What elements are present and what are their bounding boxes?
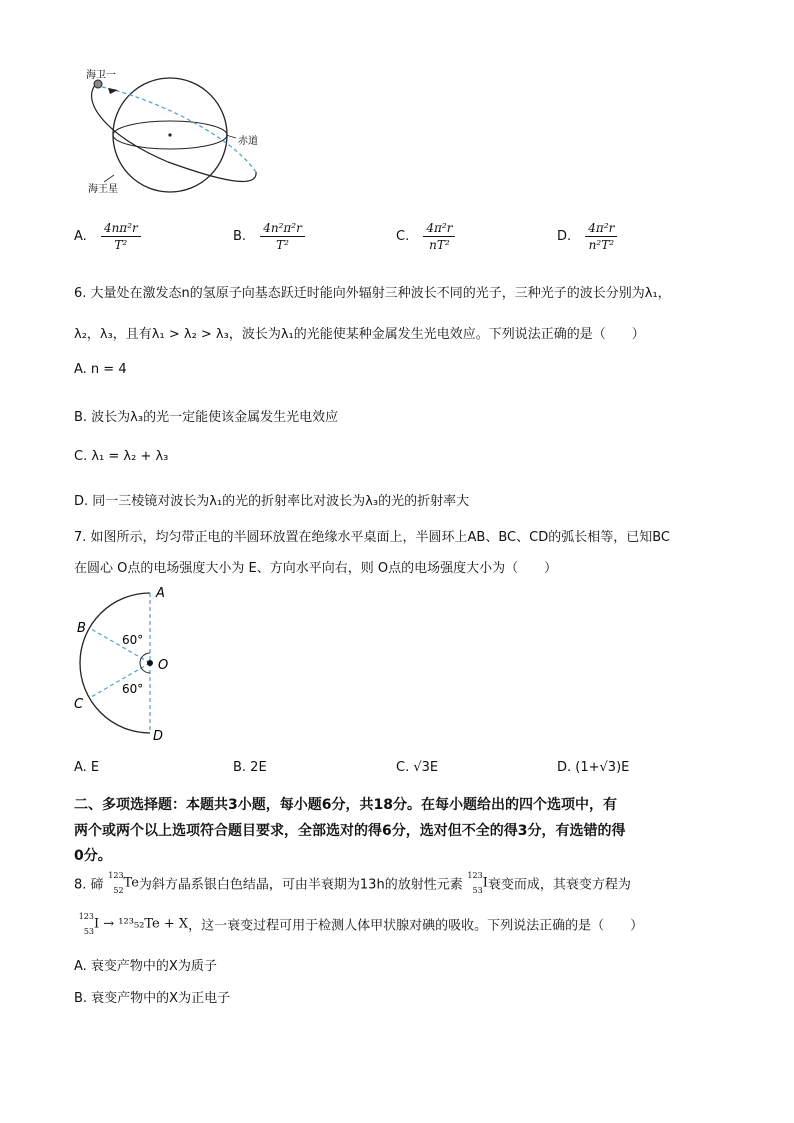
triton-satellite: [94, 80, 102, 88]
q7-option-c[interactable]: C. √3E: [396, 760, 439, 775]
q6-stem-line1: 6. 大量处在激发态n的氢原子向基态跃迁时能向外辐射三种波长不同的光子，三种光子的波长分别为λ₁，: [74, 286, 671, 301]
q8-stem-line2: 123 53 I → ¹²³₅₂Te + X，这一衰变过程可用于检测人体甲状腺对碘的吸收。下列说法正确的是（ ）: [74, 912, 643, 936]
i-nuclide-eq: 123 53: [78, 912, 94, 936]
planet-label: 海王星: [88, 184, 118, 195]
label-o: O: [158, 658, 169, 673]
q5-option-d[interactable]: D. $\frac{\text{4π²r}}{\text{n²T²}}$: [557, 221, 617, 252]
fraction: $\frac{\text{4π²r}}{\text{n²T²}}$: [585, 221, 617, 252]
i-nuclide: 123 53: [467, 871, 483, 895]
fraction: $\frac{\text{4π²r}}{\text{nT²}}$: [423, 221, 455, 252]
q7-stem-line2: 在圆心 O点的电场强度大小为 E、方向水平向右，则 O点的电场强度大小为（ ）: [74, 561, 558, 576]
angle-label-top: 60°: [122, 633, 144, 647]
q6-option-b[interactable]: B. 波长为λ₃的光一定能使该金属发生光电效应: [74, 410, 339, 425]
q6-option-a[interactable]: A. n = 4: [74, 362, 127, 377]
q7-option-d[interactable]: D. (1+√3)E: [557, 760, 630, 775]
decay-equation: → ¹²³₅₂Te + X: [103, 916, 189, 932]
semicircle-figure: [70, 584, 185, 744]
label-b: B: [77, 621, 86, 636]
orbit-front: [92, 84, 257, 181]
neptune-orbit-figure: [78, 62, 278, 198]
q8-stem-line1: 8. 碲 123 52 Te为斜方晶系银白色结晶，可由半衰期为13h的放射性元素 123 53 I衰变而成，其衰变方程为: [74, 871, 631, 895]
q8-option-a[interactable]: A. 衰变产物中的X为质子: [74, 959, 217, 974]
label-d: D: [153, 729, 164, 744]
section2-line2: 两个或两个以上选项符合题目要求，全部选对的得6分，选对但不全的得3分，有选错的得: [74, 823, 626, 839]
q6-stem-line2: λ₂，λ₃，且有λ₁ > λ₂ > λ₃，波长为λ₁的光能使某种金属发生光电效应。下列说法正确的是（ ）: [74, 327, 645, 342]
fraction: $\frac{\text{4n²π²r}}{\text{T²}}$: [260, 221, 305, 252]
q6-option-c[interactable]: C. λ₁ = λ₂ + λ₃: [74, 449, 169, 464]
te-nuclide: 123 52: [108, 871, 124, 895]
point-o: [147, 660, 153, 666]
q5-option-b[interactable]: B. $\frac{\text{4n²π²r}}{\text{T²}}$: [233, 221, 305, 252]
label-a: A: [156, 586, 165, 601]
angle-label-bottom: 60°: [122, 682, 144, 696]
q5-option-a[interactable]: A. $\frac{\text{4nπ²r}}{\text{T²}}$: [74, 221, 141, 252]
planet-leader: [104, 175, 114, 182]
q7-option-a[interactable]: A. E: [74, 760, 100, 775]
section2-line3: 0分。: [74, 848, 112, 864]
fraction: $\frac{\text{4nπ²r}}{\text{T²}}$: [101, 221, 141, 252]
q6-option-d[interactable]: D. 同一三棱镜对波长为λ₁的光的折射率比对波长为λ₃的光的折射率大: [74, 494, 470, 509]
q7-stem-line1: 7. 如图所示，均匀带正电的半圆环放置在绝缘水平桌面上，半圆环上AB、BC、CD的弧长相等，已知BC: [74, 530, 670, 545]
q8-option-b[interactable]: B. 衰变产物中的X为正电子: [74, 991, 231, 1006]
section2-line1: 二、多项选择题：本题共3小题，每小题6分，共18分。在每小题给出的四个选项中，有: [74, 797, 617, 813]
q7-option-b[interactable]: B. 2E: [233, 760, 267, 775]
q5-option-c[interactable]: C. $\frac{\text{4π²r}}{\text{nT²}}$: [396, 221, 455, 252]
equator-label: 赤道: [238, 136, 258, 147]
satellite-label: 海卫一: [86, 70, 116, 81]
label-c: C: [74, 697, 84, 712]
center-dot: [168, 133, 171, 136]
